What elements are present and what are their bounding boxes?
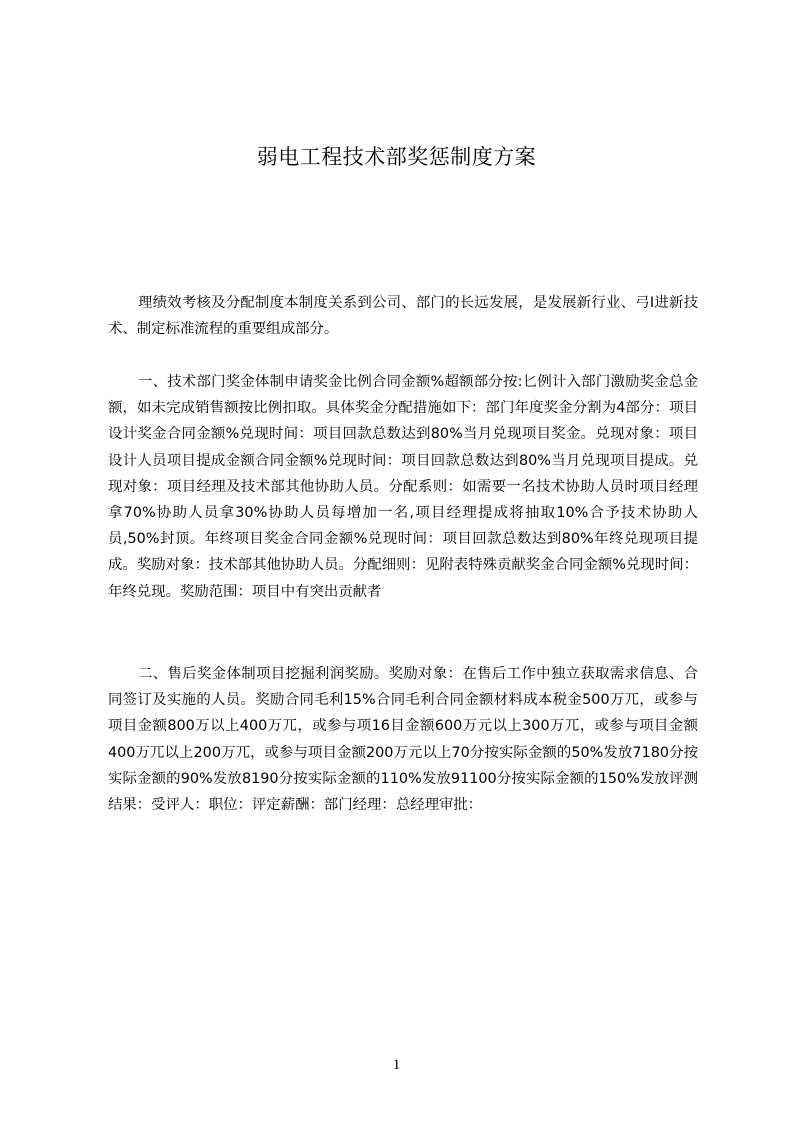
technical-bonus-paragraph: 一、技术部门奖金体制申请奖金比例合同金额%超额部分按:匕例计入部门激励奖金总金额，如未完成销售额按比例扣取。具体奖金分配措施如下：部门年度奖金分割为4部分：项目设计奖金合同金额%兑现时间：项目回款总数达到80%当月兑现项目奖金。兑现对象：项目设计人员项目提成金额合同金额%兑现时间：项目回款总数达到80%当月兑现项目提成。兑现对象：项目经理及技术部其他协助人员。分配系则：如需要一名技术协助人员时项目经理拿70%协助人员拿30%协助人员每增加一名,项目经理提成将抽取10%合予技术协助人员,50%封顶。年终项目奖金合同金额%兑现时间：项目回款总数达到80%年终兑现项目提成。奖励对象：技术部其他协助人员。分配细则：见附表特殊贡献奖金合同金额%兑现时间：年终兑现。奖励范围：项目中有突出贡献者 <box>108 374 698 600</box>
intro-paragraph: 理绩效考核及分配制度本制度关系到公司、部门的长远发展，是发展新行业、弓I进新技术、制定标准流程的重要组成部分。 <box>108 295 698 338</box>
page-title: 弱电工程技术部奖惩制度方案 <box>256 145 537 169</box>
page-number: 1 <box>392 1057 401 1073</box>
after-sales-bonus-paragraph: 二、售后奖金体制项目挖掘利润奖励。奖励对象：在售后工作中独立获取需求信息、合同签订及实施的人员。奖励合同毛利15%合同毛利合同金额材料成本税金500万兀，或参与项目金额800万以上400万兀，或参与项16目金额600万元以上300万兀，或参与项目金额400万兀以上200万兀，或参与项目金额200万元以上70分按实际金额的50%发放7180分按实际金额的90%发放8190分按实际金额的110%发放91100分按实际金额的150%发放评测结果：受评人：职位：评定薪酬：部门经理：总经理审批： <box>108 666 698 814</box>
